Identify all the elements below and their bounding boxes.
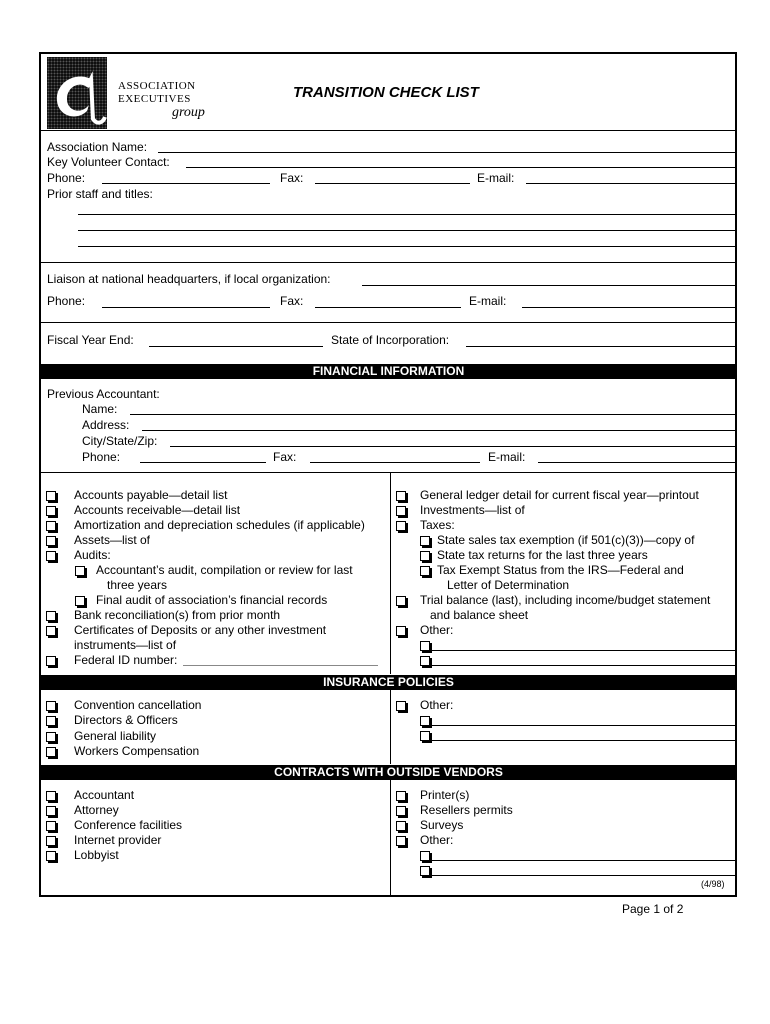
accountant-address-field[interactable] (142, 430, 736, 431)
email-label: E-mail: (477, 171, 515, 185)
accountant-city-field[interactable] (170, 446, 736, 447)
vendor-other-2-field[interactable] (432, 875, 736, 876)
accountant-phone-field[interactable] (140, 462, 266, 463)
logo-text-line1: ASSOCIATION (118, 80, 196, 92)
assets-label: Assets—list of (74, 533, 151, 547)
state-incorporation-field[interactable] (466, 346, 736, 347)
tax-exempt-status-label: Tax Exempt Status from the IRS—Federal and (437, 563, 684, 577)
vendors-heading: CONTRACTS WITH OUTSIDE VENDORS (40, 765, 737, 780)
vendor-internet-label: Internet provider (74, 833, 162, 847)
federal-id-field[interactable] (183, 665, 378, 666)
vendor-surveys-label: Surveys (420, 818, 464, 832)
revision-date: (4/98) (701, 879, 725, 889)
directors-officers-checkbox[interactable] (46, 716, 56, 726)
insurance-heading: INSURANCE POLICIES (40, 675, 737, 690)
vendor-attorney-label: Attorney (74, 803, 119, 817)
vendor-conference-checkbox[interactable] (46, 821, 56, 831)
vendor-resellers-label: Resellers permits (420, 803, 513, 817)
insurance-other-1-checkbox[interactable] (420, 716, 430, 726)
convention-cancellation-checkbox[interactable] (46, 701, 56, 711)
trial-balance-checkbox[interactable] (396, 596, 406, 606)
audits-label: Audits: (74, 548, 111, 562)
accountants-audit-checkbox[interactable] (75, 566, 85, 576)
vendor-attorney-checkbox[interactable] (46, 806, 56, 816)
vendor-other-1-checkbox[interactable] (420, 851, 430, 861)
liaison-fax-label: Fax: (280, 294, 304, 308)
accounts-receivable-checkbox[interactable] (46, 506, 56, 516)
vendor-other-1-field[interactable] (432, 860, 736, 861)
certificates-deposit-label-cont: instruments—list of (74, 638, 177, 652)
vendor-accountant-checkbox[interactable] (46, 791, 56, 801)
liaison-label: Liaison at national headquarters, if local organization: (47, 272, 331, 286)
financial-other-checkbox[interactable] (396, 626, 406, 636)
vendor-other-2-checkbox[interactable] (420, 866, 430, 876)
accountants-audit-label: Accountant’s audit, compilation or review for last (96, 563, 353, 577)
accountant-fax-label: Fax: (273, 450, 297, 464)
insurance-other-2-field[interactable] (432, 740, 736, 741)
taxes-checkbox[interactable] (396, 521, 406, 531)
accountant-name-label: Name: (82, 402, 118, 416)
phone-field[interactable] (102, 183, 270, 184)
investments-checkbox[interactable] (396, 506, 406, 516)
previous-accountant-label: Previous Accountant: (47, 387, 160, 401)
column-divider (390, 690, 391, 764)
key-volunteer-label: Key Volunteer Contact: (47, 155, 170, 169)
vendor-resellers-checkbox[interactable] (396, 806, 406, 816)
certificates-deposit-label: Certificates of Deposits or any other investment (74, 623, 327, 637)
fiscal-year-end-label: Fiscal Year End: (47, 333, 134, 347)
audits-checkbox[interactable] (46, 551, 56, 561)
accountant-city-label: City/State/Zip: (82, 434, 158, 448)
divider (40, 130, 737, 131)
final-audit-label: Final audit of association’s financial records (96, 593, 328, 607)
vendor-other-checkbox[interactable] (396, 836, 406, 846)
bank-reconciliation-checkbox[interactable] (46, 611, 56, 621)
workers-compensation-checkbox[interactable] (46, 747, 56, 757)
general-ledger-checkbox[interactable] (396, 491, 406, 501)
accounts-receivable-label: Accounts receivable—detail list (74, 503, 241, 517)
vendor-conference-label: Conference facilities (74, 818, 183, 832)
sales-tax-exemption-label: State sales tax exemption (if 501(c)(3))—copy of (437, 533, 695, 547)
email-field[interactable] (526, 183, 736, 184)
accountant-name-field[interactable] (130, 414, 736, 415)
final-audit-checkbox[interactable] (75, 596, 85, 606)
state-tax-returns-checkbox[interactable] (420, 551, 430, 561)
general-liability-checkbox[interactable] (46, 732, 56, 742)
vendor-surveys-checkbox[interactable] (396, 821, 406, 831)
accountant-fax-field[interactable] (310, 462, 480, 463)
financial-other-2-checkbox[interactable] (420, 656, 430, 666)
liaison-field[interactable] (362, 285, 736, 286)
insurance-other-1-field[interactable] (432, 725, 736, 726)
tax-exempt-status-checkbox[interactable] (420, 566, 430, 576)
convention-cancellation-label: Convention cancellation (74, 698, 202, 712)
logo-script: group (172, 105, 205, 120)
vendor-lobbyist-checkbox[interactable] (46, 851, 56, 861)
sales-tax-exemption-checkbox[interactable] (420, 536, 430, 546)
accounts-payable-label: Accounts payable—detail list (74, 488, 228, 502)
financial-other-1-field[interactable] (432, 650, 736, 651)
fiscal-year-end-field[interactable] (149, 346, 323, 347)
vendor-internet-checkbox[interactable] (46, 836, 56, 846)
federal-id-label: Federal ID number: (74, 653, 178, 667)
vendor-printers-checkbox[interactable] (396, 791, 406, 801)
column-divider (390, 473, 391, 674)
tax-exempt-status-label-cont: Letter of Determination (447, 578, 570, 592)
liaison-email-label: E-mail: (469, 294, 507, 308)
page-number: Page 1 of 2 (622, 902, 684, 916)
general-ledger-label: General ledger detail for current fiscal year—printout (420, 488, 699, 502)
certificates-deposit-checkbox[interactable] (46, 626, 56, 636)
financial-other-label: Other: (420, 623, 454, 637)
accountant-email-label: E-mail: (488, 450, 526, 464)
fax-field[interactable] (315, 183, 470, 184)
state-incorporation-label: State of Incorporation: (331, 333, 450, 347)
accountant-email-field[interactable] (538, 462, 736, 463)
liaison-phone-field[interactable] (102, 307, 270, 308)
amortization-label: Amortization and depreciation schedules (if applicable) (74, 518, 365, 532)
column-divider (390, 780, 391, 896)
fax-label: Fax: (280, 171, 304, 185)
amortization-checkbox[interactable] (46, 521, 56, 531)
divider (40, 472, 737, 473)
page-title: TRANSITION CHECK LIST (293, 84, 479, 101)
liaison-phone-label: Phone: (47, 294, 86, 308)
logo-text-line2: EXECUTIVES (118, 93, 191, 105)
insurance-other-label: Other: (420, 698, 454, 712)
association-name-field[interactable] (158, 152, 736, 153)
vendor-lobbyist-label: Lobbyist (74, 848, 119, 862)
financial-info-heading: FINANCIAL INFORMATION (40, 364, 737, 379)
workers-compensation-label: Workers Compensation (74, 744, 200, 758)
liaison-email-field[interactable] (522, 307, 736, 308)
state-tax-returns-label: State tax returns for the last three years (437, 548, 648, 562)
accountants-audit-label-cont: three years (107, 578, 168, 592)
liaison-fax-field[interactable] (315, 307, 461, 308)
trial-balance-label-cont: and balance sheet (430, 608, 529, 622)
financial-other-2-field[interactable] (432, 665, 736, 666)
phone-label: Phone: (47, 171, 86, 185)
accountant-phone-label: Phone: (82, 450, 121, 464)
divider (40, 262, 737, 263)
divider (40, 322, 737, 323)
bank-reconciliation-label: Bank reconciliation(s) from prior month (74, 608, 281, 622)
accounts-payable-checkbox[interactable] (46, 491, 56, 501)
insurance-other-2-checkbox[interactable] (420, 731, 430, 741)
investments-label: Investments—list of (420, 503, 525, 517)
financial-other-1-checkbox[interactable] (420, 641, 430, 651)
accountant-address-label: Address: (82, 418, 130, 432)
federal-id-checkbox[interactable] (46, 656, 56, 666)
insurance-other-checkbox[interactable] (396, 701, 406, 711)
association-name-label: Association Name: (47, 140, 148, 154)
vendor-printers-label: Printer(s) (420, 788, 470, 802)
prior-staff-field-1[interactable] (78, 214, 736, 215)
general-liability-label: General liability (74, 729, 157, 743)
logo-a-icon (47, 57, 107, 129)
directors-officers-label: Directors & Officers (74, 713, 178, 727)
assets-checkbox[interactable] (46, 536, 56, 546)
prior-staff-label: Prior staff and titles: (47, 187, 153, 201)
vendor-accountant-label: Accountant (74, 788, 135, 802)
trial-balance-label: Trial balance (last), including income/budget statement (420, 593, 711, 607)
vendor-other-label: Other: (420, 833, 454, 847)
key-volunteer-field[interactable] (186, 167, 736, 168)
association-logo (47, 57, 107, 129)
prior-staff-field-3[interactable] (78, 246, 736, 247)
prior-staff-field-2[interactable] (78, 230, 736, 231)
taxes-label: Taxes: (420, 518, 455, 532)
